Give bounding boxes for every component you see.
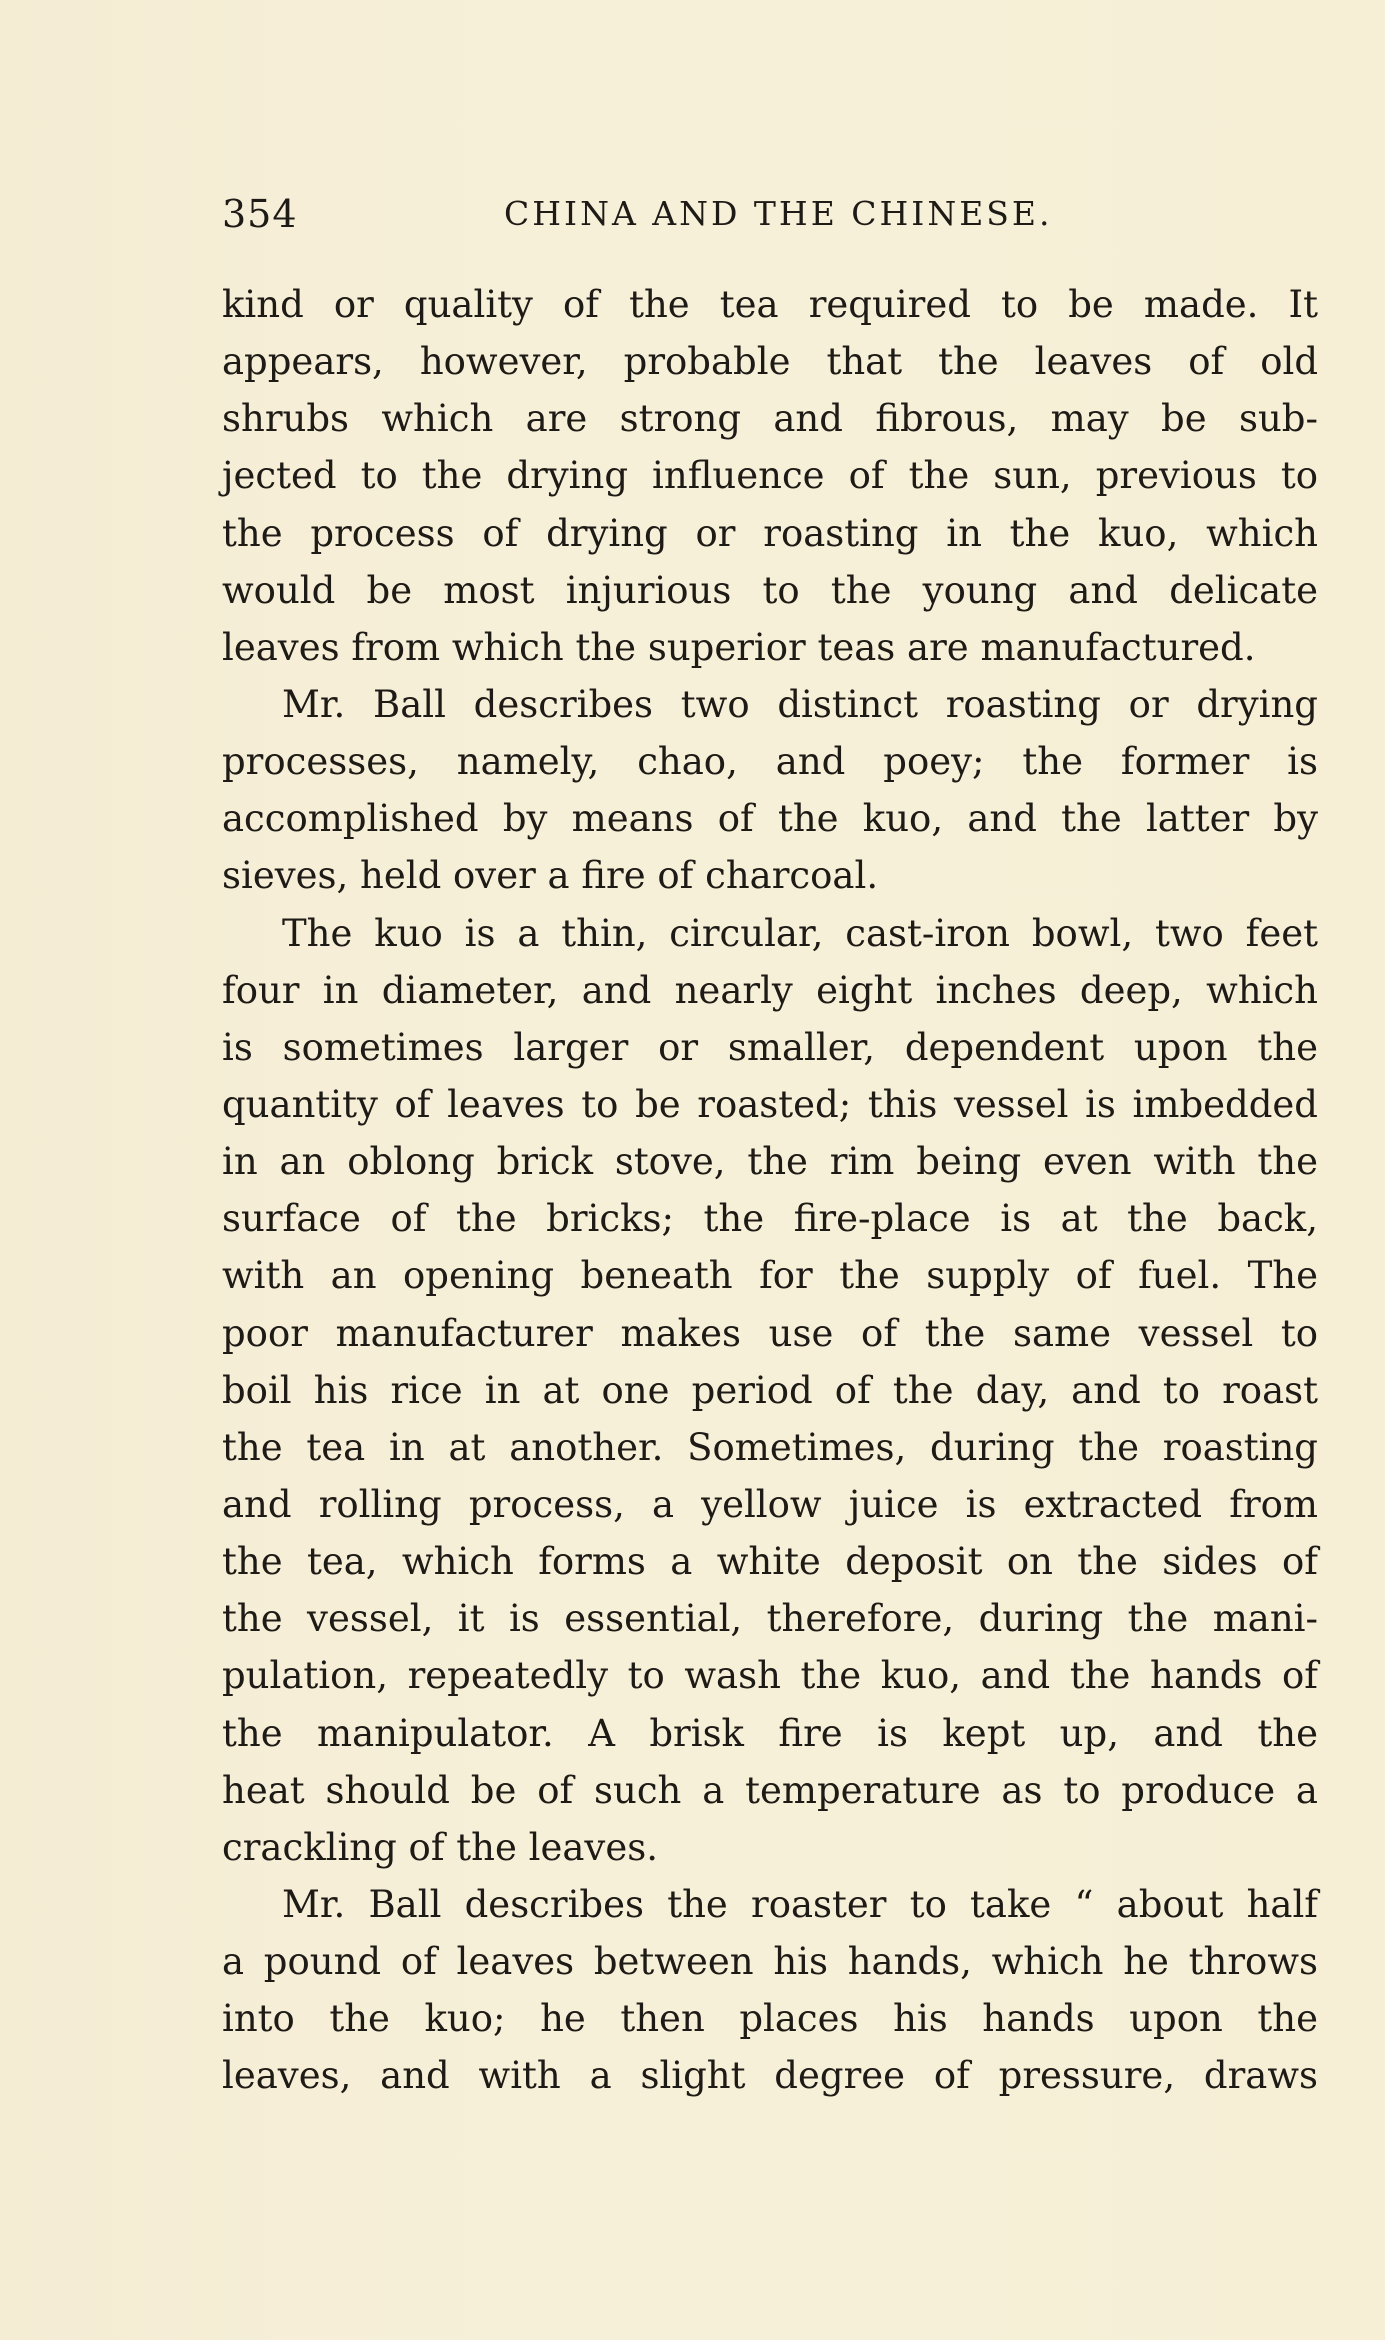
text-line: Mr. Ball describes two distinct roasting or drying (282, 682, 1318, 726)
text-line: the process of drying or roasting in the kuo, which (222, 511, 1318, 555)
text-line: the tea, which forms a white deposit on the sides of (222, 1540, 1318, 1584)
text-line: boil his rice in at one period of the day, and to roast (222, 1368, 1318, 1412)
text-line: processes, namely, chao, and poey; the former is (222, 740, 1318, 784)
text-line: appears, however, probable that the leaves of old (222, 340, 1318, 384)
body-text (222, 276, 1318, 2105)
text-line: jected to the drying influence of the sun, previous to (222, 454, 1318, 498)
text-line: leaves, and with a slight degree of pressure, draws (222, 2054, 1318, 2098)
text-line: the tea in at another. Sometimes, during the roasting (222, 1425, 1318, 1469)
text-line: in an oblong brick stove, the rim being even with the (222, 1140, 1318, 1184)
text-line: the vessel, it is essential, therefore, during the mani- (222, 1597, 1318, 1641)
text-line: the manipulator. A brisk fire is kept up, and the (222, 1711, 1318, 1755)
text-line: crackling of the leaves. (222, 1825, 658, 1869)
text-line: quantity of leaves to be roasted; this vessel is imbedded (222, 1082, 1318, 1126)
text-line: a pound of leaves between his hands, which he throws (222, 1940, 1318, 1984)
text-line: The kuo is a thin, circular, cast-iron bowl, two feet (282, 911, 1318, 955)
text-line: leaves from which the superior teas are manufactured. (222, 625, 1256, 669)
text-line: is sometimes larger or smaller, dependent upon the (222, 1025, 1318, 1069)
text-line: heat should be of such a temperature as to produce a (222, 1768, 1318, 1812)
text-line: and rolling process, a yellow juice is extracted from (222, 1482, 1318, 1526)
text-line: shrubs which are strong and fibrous, may be sub- (222, 397, 1318, 441)
text-line: surface of the bricks; the fire-place is at the back, (222, 1197, 1318, 1241)
text-line: into the kuo; he then places his hands upon the (222, 1997, 1318, 2041)
text-line: accomplished by means of the kuo, and the latter by (222, 797, 1318, 841)
page-number: 354 (222, 192, 298, 236)
running-title: CHINA AND THE CHINESE. (504, 194, 1053, 233)
text-line: poor manufacturer makes use of the same vessel to (222, 1311, 1318, 1355)
text-line: kind or quality of the tea required to be made. It (222, 283, 1318, 326)
text-line: pulation, repeatedly to wash the kuo, and the hands of (222, 1654, 1318, 1698)
text-line: would be most injurious to the young and delicate (222, 568, 1318, 612)
text-line: sieves, held over a fire of charcoal. (222, 854, 879, 898)
page-header (222, 184, 1318, 244)
text-line: Mr. Ball describes the roaster to take “ about half (282, 1882, 1318, 1926)
text-line: four in diameter, and nearly eight inches deep, which (222, 968, 1318, 1012)
text-line: with an opening beneath for the supply of fuel. The (222, 1254, 1318, 1298)
